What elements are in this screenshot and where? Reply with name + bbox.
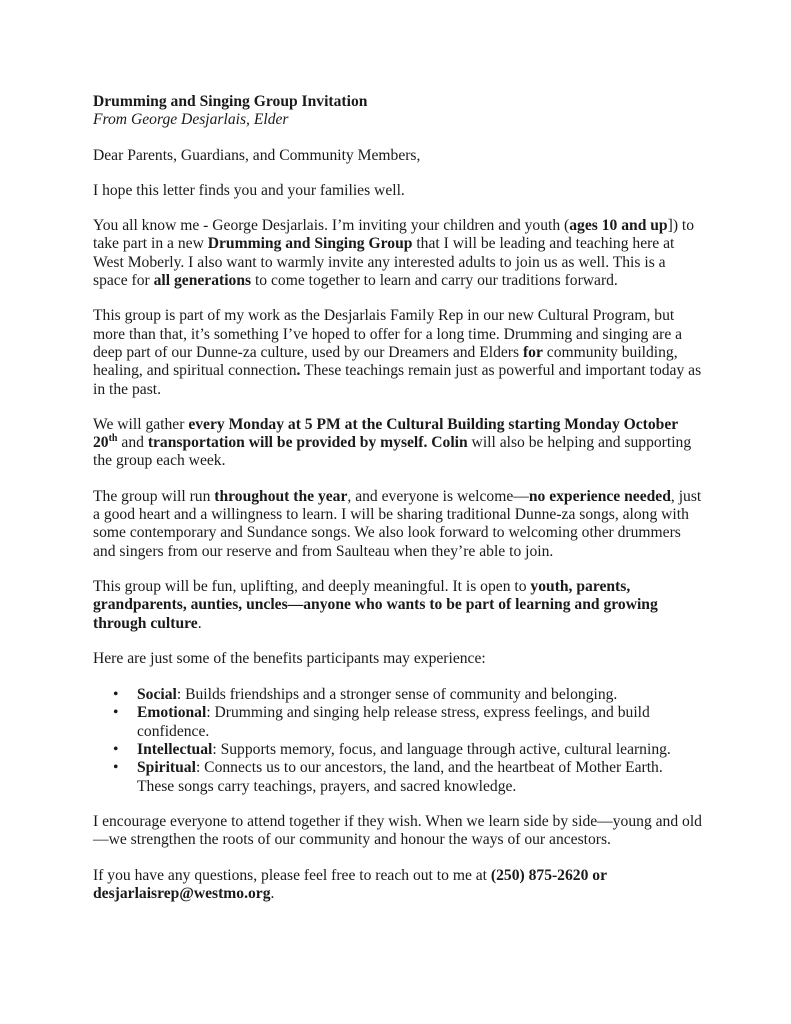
bullet-icon: • (113, 704, 119, 722)
text: . (197, 614, 202, 632)
phone-number: (250) 875-2620 or (490, 866, 607, 884)
benefit-text: : Drumming and singing help release stress, express feelings, and build confidence. (137, 704, 650, 740)
text: , just a good heart and a willingness to learn. I will be sharing traditional Dunne-za songs, along with some contemporary and Sundance songs. We also look forward to welcoming other drummers and singers from our reserve and from Saulteau when they’re able to join. (93, 487, 702, 560)
paragraph-open-to-all (93, 578, 703, 633)
bold-text: all generations (153, 272, 252, 290)
email-address[interactable]: desjarlaisrep@westmo.org (93, 884, 271, 902)
letter-title: Drumming and Singing Group Invitation (93, 93, 368, 110)
benefit-item-emotional (113, 704, 703, 741)
text: You all know me - George Desjarlais. I’m inviting your children and youth ( (93, 217, 570, 235)
text: We will gather (93, 415, 189, 433)
benefit-item-social (113, 686, 703, 704)
text: , and everyone is welcome— (347, 487, 529, 505)
paragraph-year-round (93, 488, 703, 561)
paragraph-cultural-program (93, 307, 703, 398)
text: This group will be fun, uplifting, and deeply meaningful. It is open to (93, 577, 531, 595)
paragraph-invitation (93, 217, 703, 290)
bold-text: throughout the year (214, 487, 348, 505)
paragraph-schedule (93, 416, 703, 471)
bold-text: for (522, 343, 543, 361)
text: will also be helping and supporting the group each week. (93, 434, 692, 470)
salutation: Dear Parents, Guardians, and Community Members, (93, 146, 421, 164)
text: and (117, 434, 148, 452)
text: ]) to take part in a new (93, 217, 695, 253)
text: . (270, 884, 275, 902)
bullet-icon: • (113, 686, 119, 704)
text: These teachings remain just as powerful and important today as in the past. (93, 362, 702, 398)
bold-text: Drumming and Singing Group (207, 235, 413, 253)
benefit-label: Spiritual (137, 759, 196, 777)
benefit-label: Emotional (137, 704, 207, 722)
paragraph-contact (93, 867, 703, 904)
benefit-text: : Builds friendships and a stronger sense of community and belonging. (176, 686, 618, 704)
benefit-item-intellectual (113, 741, 703, 759)
paragraph-encourage: I encourage everyone to attend together if they wish. When we learn side by side—young and old—we strengthen the roots of our community and honour the ways of our ancestors. (93, 812, 702, 849)
bold-text: youth, parents, grandparents, aunties, uncles—anyone who wants to be part of learning and growing through culture (93, 577, 658, 632)
benefit-text: : Supports memory, focus, and language through active, cultural learning. (212, 741, 671, 759)
superscript: th (108, 433, 118, 445)
text: that I will be leading and teaching here at West Moberly. I also want to warmly invite any interested adults to join us as well. This is a space for (93, 235, 675, 290)
text: The group will run (93, 487, 215, 505)
bold-text: . (296, 362, 301, 380)
text: If you have any questions, please feel free to reach out to me at (93, 866, 491, 884)
text: community building, healing, and spiritual connection (93, 343, 678, 380)
text: to come together to learn and carry our traditions forward. (251, 272, 618, 290)
bullet-icon: • (113, 741, 119, 759)
bullet-icon: • (113, 759, 119, 777)
opening-line: I hope this letter finds you and your families well. (93, 181, 405, 199)
benefits-intro: Here are just some of the benefits participants may experience: (93, 649, 486, 667)
benefit-text: : Connects us to our ancestors, the land, and the heartbeat of Mother Earth. These songs carry teachings, prayers, and sacred knowledge. (137, 759, 663, 795)
bold-text: transportation will be provided by myself. Colin (147, 434, 468, 452)
text: This group is part of my work as the Desjarlais Family Rep in our new Cultural Program, but more than that, it’s something I’ve hoped to offer for a long time. Drumming and singing are a deep part of our Dunne-za culture, used by our Dreamers and Elders (93, 307, 683, 361)
benefit-item-spiritual (113, 759, 703, 796)
bold-text: ages 10 and up (569, 217, 668, 235)
benefits-list (93, 686, 703, 796)
bold-text: no experience needed (528, 487, 671, 505)
benefit-label: Intellectual (137, 741, 213, 759)
letter-subtitle: From George Desjarlais, Elder (93, 111, 289, 129)
bold-text: every Monday at 5 PM at the Cultural Building starting Monday October 20 (93, 415, 678, 452)
letter-page (93, 93, 703, 903)
benefit-label: Social (137, 686, 177, 704)
